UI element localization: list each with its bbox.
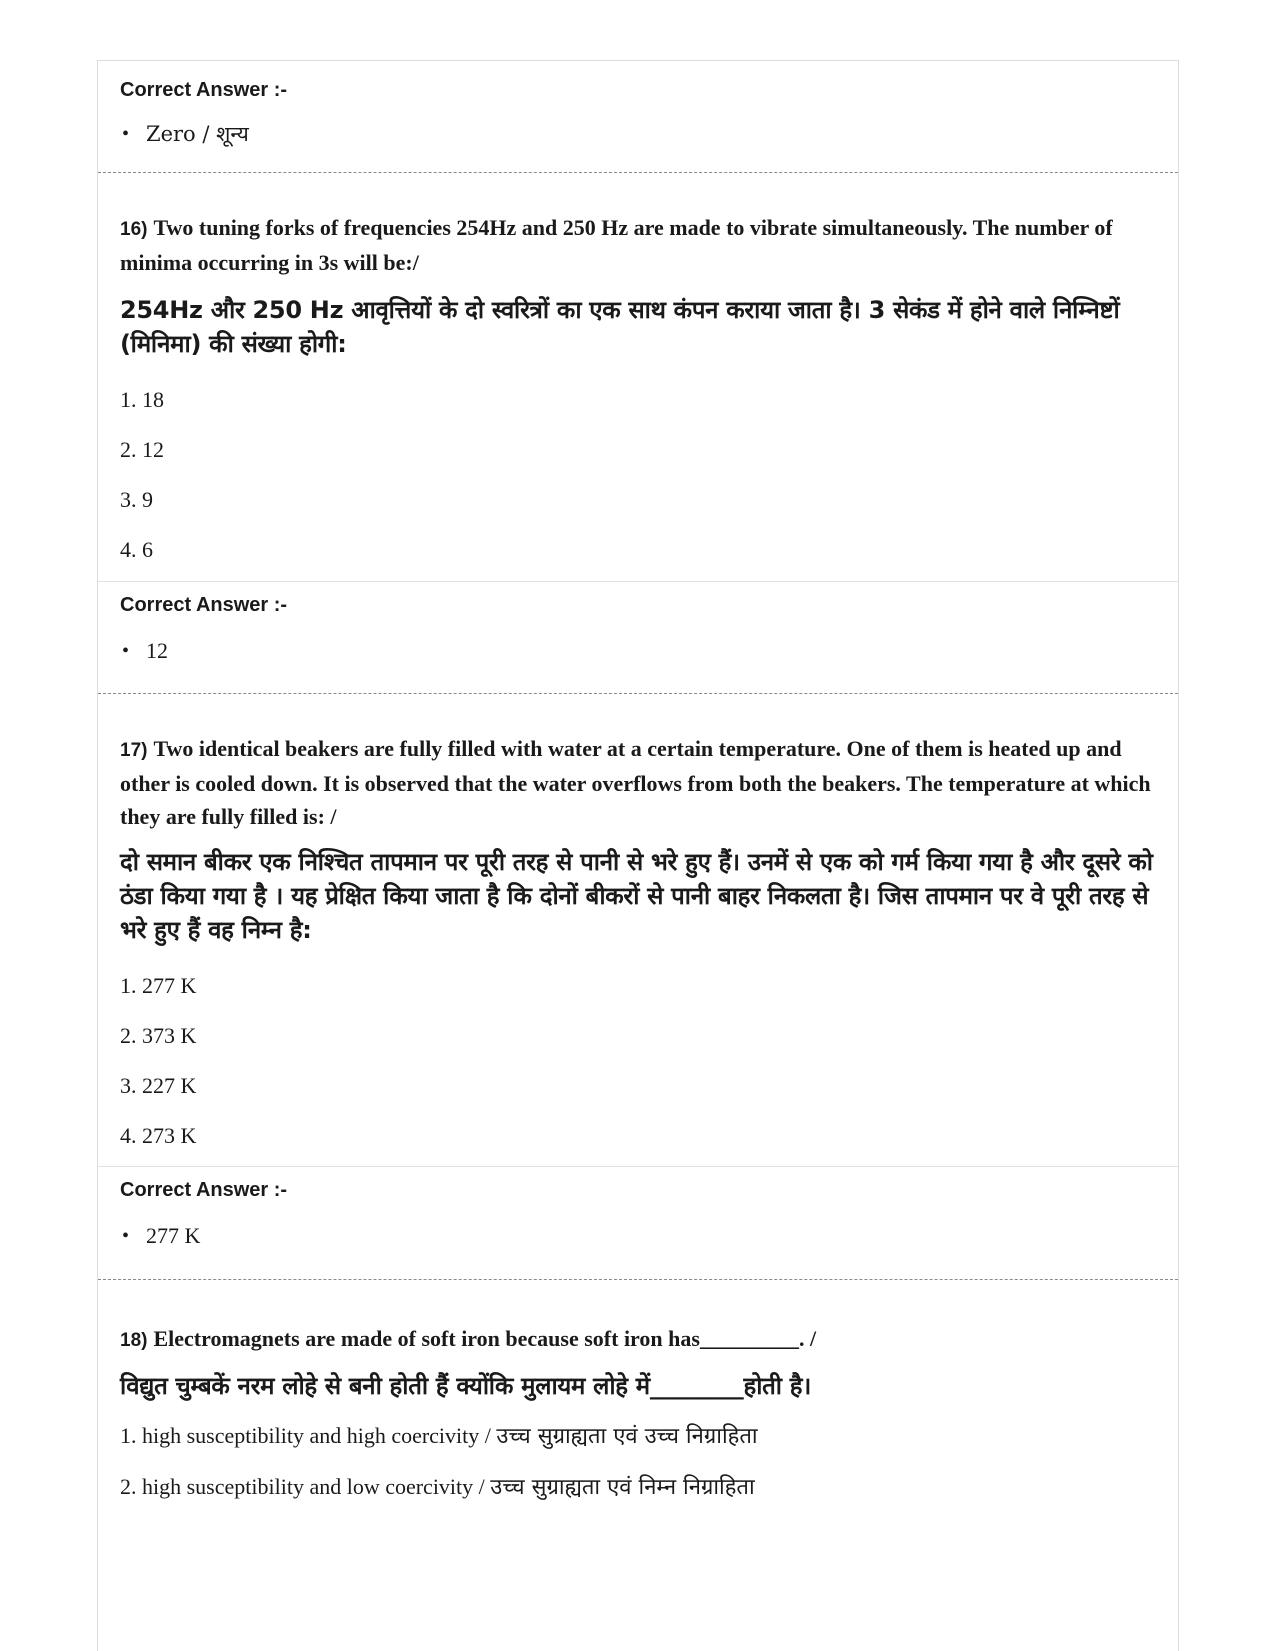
correct-answer-item — [120, 121, 1156, 147]
question-text-en — [120, 732, 1156, 833]
option-1: 1. 18 — [120, 387, 164, 412]
option-2: 2. 373 K — [120, 1023, 197, 1048]
option-2 — [120, 1474, 1156, 1501]
question-17 — [98, 694, 1178, 1166]
question-number: 17) — [120, 740, 148, 761]
correct-answer-item — [120, 1223, 1156, 1249]
option-3: 3. 9 — [120, 487, 153, 512]
question-number: 16) — [120, 219, 148, 240]
option-1 — [120, 1423, 1156, 1450]
question-text-en-body: Two tuning forks of frequencies 254Hz and 250 Hz are made to vibrate simultaneously. The number of minima occurring in 3s will be:/ — [120, 215, 1113, 275]
correct-answer-list — [120, 638, 1156, 664]
option-4: 4. 6 — [120, 537, 153, 562]
answer-block-16 — [98, 582, 1178, 693]
question-text-en-body: Electromagnets are made of soft iron because soft iron has_________. / — [153, 1326, 817, 1351]
question-text-hi: विद्युत चुम्बकें नरम लोहे से बनी होती हैं क्योंकि मुलायम लोहे में________होती है। — [120, 1372, 812, 1400]
correct-answer-heading: Correct Answer :- — [120, 1179, 288, 1201]
option-3: 3. 227 K — [120, 1073, 197, 1098]
question-text-en — [120, 211, 1156, 279]
option-2: 2. 12 — [120, 437, 164, 462]
correct-answer-heading: Correct Answer :- — [120, 594, 288, 616]
correct-answer-text: 12 — [146, 638, 168, 663]
correct-answer-list — [120, 121, 1156, 147]
question-text-en-body: Two identical beakers are fully filled with water at a certain temperature. One of them is heated up and other is cooled down. It is observed that the water overflows from both the beakers. The temperature at which they are fully filled is: / — [120, 736, 1151, 829]
question-16 — [98, 173, 1178, 581]
correct-answer-item — [120, 638, 1156, 664]
correct-answer-heading: Correct Answer :- — [120, 79, 288, 101]
correct-answer-text: 277 K — [146, 1223, 201, 1248]
option-1-en: 1. high susceptibility and high coercivity / — [120, 1423, 497, 1448]
option-4: 4. 273 K — [120, 1123, 197, 1148]
question-text-hi: 254Hz और 250 Hz आवृत्तियों के दो स्वरित्रों का एक साथ कंपन कराया जाता है। 3 सेकंड में होने वाले निम्निष्टों (मिनिमा) की संख्या होगी: — [120, 296, 1120, 358]
question-number: 18) — [120, 1330, 148, 1351]
question-paper-page — [97, 60, 1179, 1651]
answer-block-15 — [98, 61, 1178, 172]
question-18 — [98, 1280, 1178, 1501]
option-2-en: 2. high susceptibility and low coercivity / — [120, 1474, 491, 1499]
option-1: 1. 277 K — [120, 973, 197, 998]
option-1-hi: उच्च सुग्राह्यता एवं उच्च निग्राहिता — [496, 1424, 758, 1449]
correct-answer-list — [120, 1223, 1156, 1249]
question-text-hi: दो समान बीकर एक निश्चित तापमान पर पूरी तरह से पानी से भरे हुए हैं। उनमें से एक को गर्म किया गया है और दूसरे को ठंडा किया गया है । यह प्रेक्षित किया जाता है कि दोनों बीकरों से पानी बाहर निकलता है। जिस तापमान पर वे पूरी तरह से भरे हुए हैं वह निम्न है: — [120, 848, 1153, 944]
correct-answer-text: Zero / शून्य — [146, 122, 249, 146]
question-text-en — [120, 1322, 1156, 1357]
option-2-hi: उच्च सुग्राह्यता एवं निम्न निग्राहिता — [490, 1475, 755, 1500]
answer-block-17 — [98, 1167, 1178, 1279]
